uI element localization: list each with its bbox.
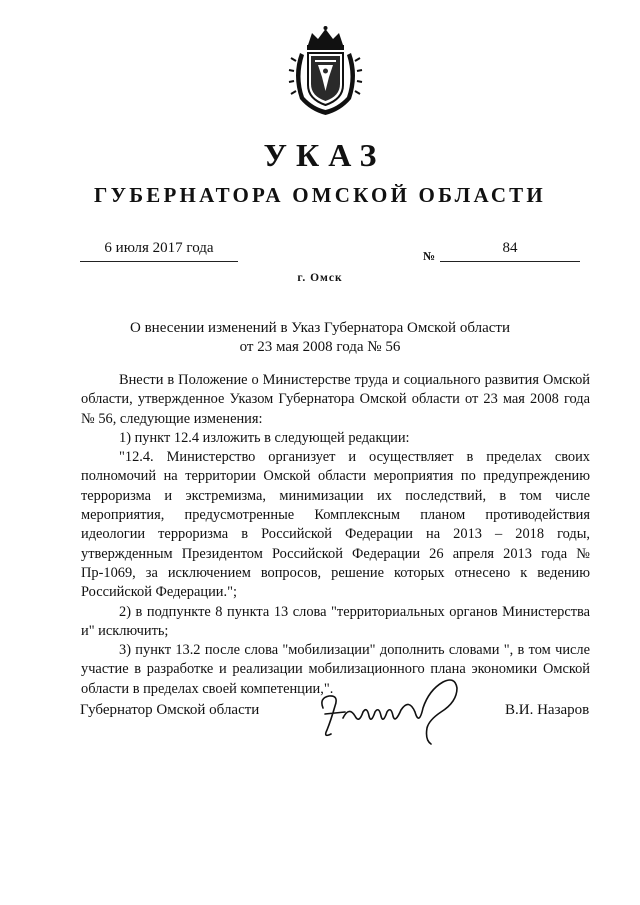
body-item-1: 1) пункт 12.4 изложить в следующей редакции: xyxy=(119,429,410,446)
number-label: № xyxy=(423,249,436,263)
decree-body xyxy=(81,371,590,699)
city-label: г. Омск xyxy=(297,272,343,284)
body-item-3: 3) пункт 13.2 после слова "мобилизации" дополнить словами ", в том числе участие в разработке и реализации мобилизационного плана экономики Омской области в пределах своей компетенции,". xyxy=(81,642,590,697)
body-intro: Внести в Положение о Министерстве труда и социального развития Омской области, утвержденное Указом Губернатора Омской области от 23 мая 2008 года № 56, следующие изменения: xyxy=(81,372,590,427)
body-item-1-text: "12.4. Министерство организует и осуществляет в пределах своих полномочий на территории Омской области мероприятия по предупреждению терроризма и экстремизма, минимизации их последствий, в том числе мероприятия, предусмотренные Комплексным планом противодействия идеологии терроризма в Российской Федерации на 2013 – 2018 годы, утвержденным Президентом Российской Федерации 26 апреля 2013 года № Пр-1069, за исключением вопросов, решение которых отнесено к ведению Российской Федерации."; xyxy=(81,449,590,601)
body-item-2: 2) в подпункте 8 пункта 13 слова "территориальных органов Министерства и" исключить; xyxy=(81,603,590,639)
document-title: УКАЗ xyxy=(263,137,386,173)
decree-date: 6 июля 2017 года xyxy=(104,240,214,256)
subject-line-2: от 23 мая 2008 года № 56 xyxy=(239,339,401,355)
document-subtitle: ГУБЕРНАТОРА ОМСКОЙ ОБЛАСТИ xyxy=(94,183,546,207)
decree-number: 84 xyxy=(502,240,518,256)
handwritten-signature xyxy=(305,668,475,748)
decree-subject xyxy=(0,319,640,357)
number-underline xyxy=(440,261,580,262)
subject-line-1: О внесении изменений в Указ Губернатора Омской области xyxy=(130,320,510,336)
coat-of-arms-emblem xyxy=(288,25,363,117)
signatory-position: Губернатор Омской области xyxy=(80,702,260,718)
date-underline xyxy=(80,261,238,262)
signatory-name: В.И. Назаров xyxy=(505,702,590,718)
